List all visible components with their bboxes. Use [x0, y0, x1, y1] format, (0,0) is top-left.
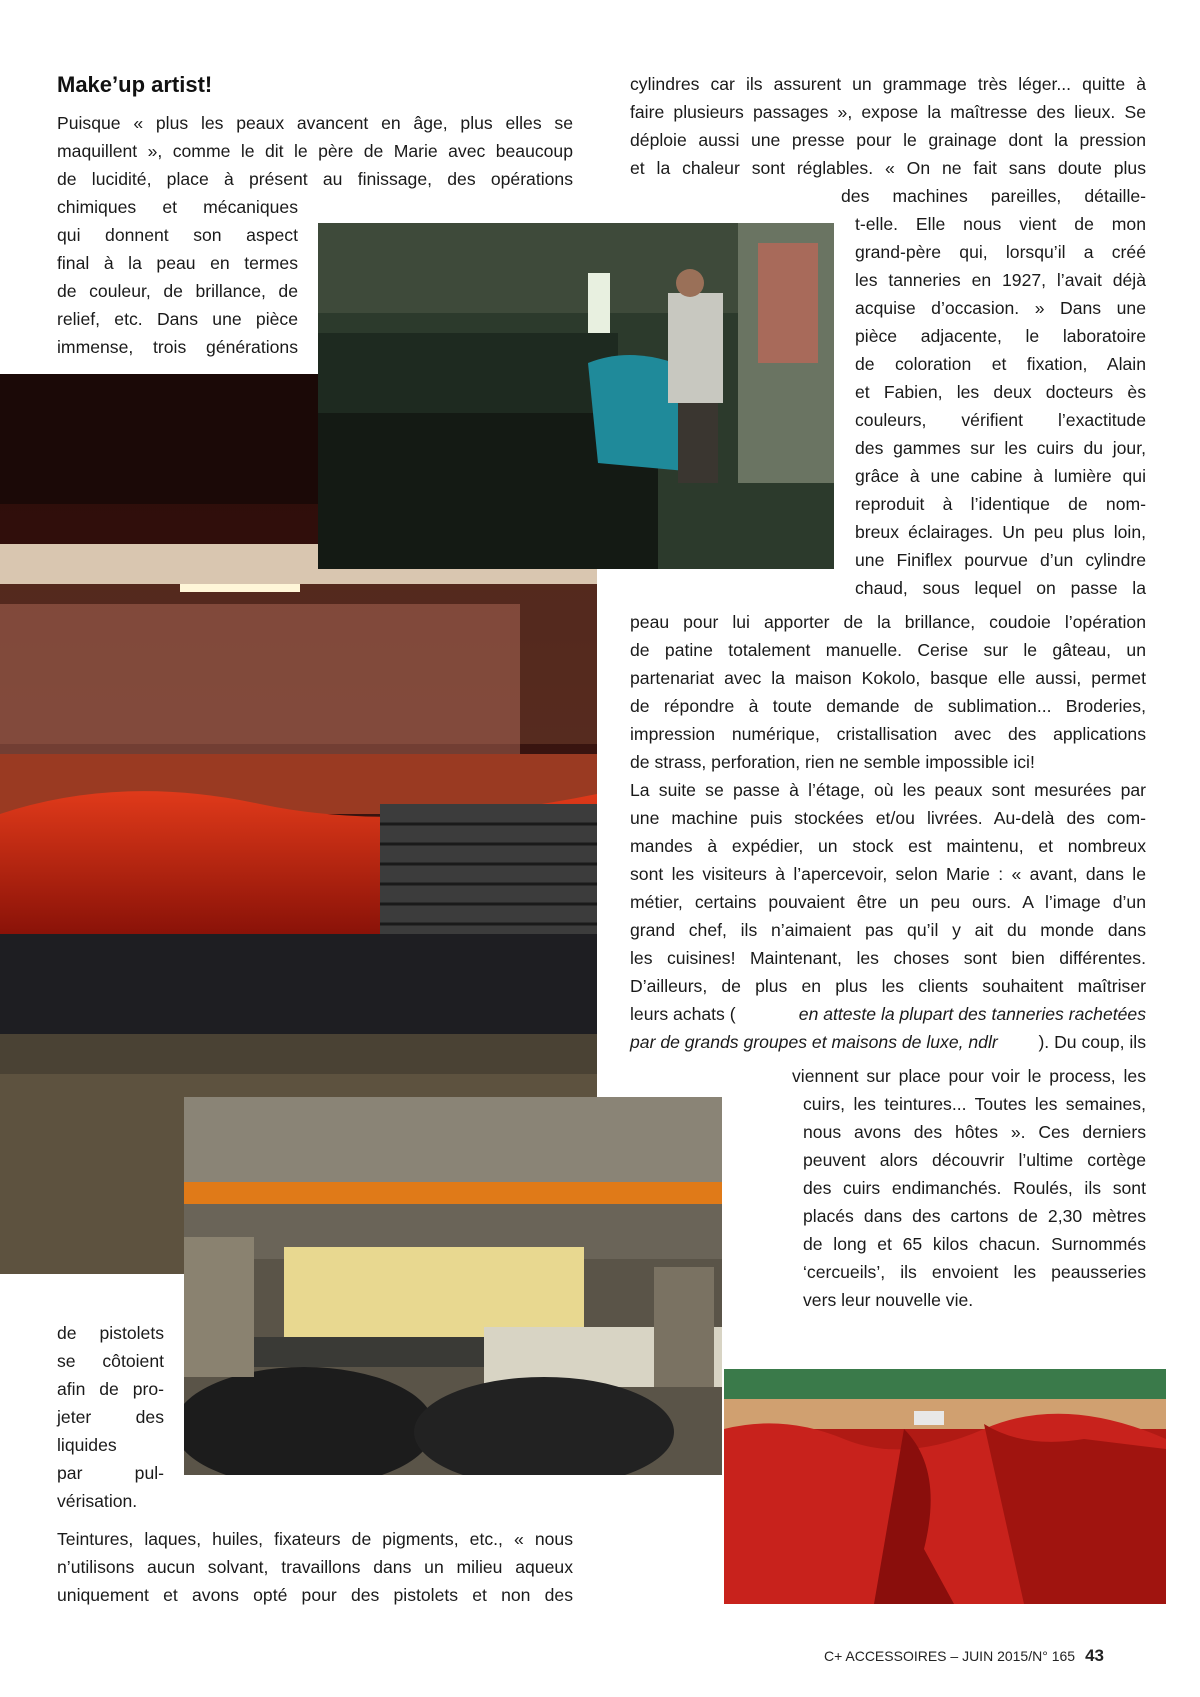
- right-text-line: et Fabien, les deux docteurs ès: [855, 382, 1146, 402]
- right-text-line: déploie aussi une presse pour le grainage dont la pression: [630, 130, 1146, 150]
- photo-workers-green-hall: [318, 223, 834, 569]
- right-text-line: cylindres car ils assurent un grammage très léger... quitte à: [630, 74, 1146, 94]
- right-text-line: peau pour lui apporter de la brillance, coudoie l’opération: [630, 612, 1146, 632]
- right-text-line: nous avons des hôtes ». Ces derniers: [803, 1122, 1146, 1142]
- right-text-line: une machine puis stockées et/ou livrées. Au-delà des com-: [630, 808, 1146, 828]
- left-text-line: se côtoient: [57, 1351, 164, 1371]
- right-text-line: breux éclairages. Un peu plus loin,: [855, 522, 1146, 542]
- right-text-line: mandes à expédier, un stock est maintenu, et nombreux: [630, 836, 1146, 856]
- right-text-line: pièce adjacente, le laboratoire: [855, 326, 1146, 346]
- right-text-line: partenariat avec la maison Kokolo, basque elle aussi, permet: [630, 668, 1146, 688]
- right-text-line: reproduit à l’identique de nom-: [855, 494, 1146, 514]
- left-text-line: Teintures, laques, huiles, fixateurs de pigments, etc., « nous: [57, 1529, 573, 1549]
- right-text-line: cuirs, les teintures... Toutes les semaines,: [803, 1094, 1146, 1114]
- magazine-issue: C+ ACCESSOIRES – JUIN 2015/N° 165: [823, 1648, 1076, 1664]
- right-text-line: les cuisines! Maintenant, les choses sont bien différentes.: [630, 948, 1146, 968]
- page-footer: [824, 1646, 1104, 1666]
- page-number: 43: [1085, 1646, 1104, 1665]
- left-text-line: uniquement et avons opté pour des pistolets et non des: [57, 1585, 573, 1605]
- right-text-line: [630, 1028, 1146, 1056]
- right-text-line: faire plusieurs passages », expose la maîtresse des lieux. Se: [630, 102, 1146, 122]
- left-text-line: afin de pro-: [57, 1379, 164, 1399]
- right-text-line: grand chef, ils n’aimaient pas qu’il y ait du monde dans: [630, 920, 1146, 940]
- right-text-line: et la chaleur sont réglables. « On ne fait sans doute plus: [630, 158, 1146, 178]
- right-text-fragment: leurs achats (: [630, 1004, 736, 1024]
- left-text-line: n’utilisons aucun solvant, travaillons dans un milieu aqueux: [57, 1557, 573, 1577]
- right-text-line: [630, 1000, 1146, 1028]
- right-text-line: de coloration et fixation, Alain: [855, 354, 1146, 374]
- right-text-line: de long et 65 kilos chacun. Surnommés: [803, 1234, 1146, 1254]
- right-text-line: des gammes sur les cuirs du jour,: [855, 438, 1146, 458]
- right-text-line: ‘cercueils’, ils envoient les peausseries: [803, 1262, 1146, 1282]
- left-text-line: jeter des: [57, 1407, 164, 1427]
- left-text-line: relief, etc. Dans une pièce: [57, 309, 298, 329]
- right-text-italic: en atteste la plupart des tanneries rachetées: [798, 1004, 1146, 1024]
- article-heading: Make’up artist!: [57, 72, 213, 97]
- left-text-line: chimiques et mécaniques: [57, 197, 298, 217]
- left-text-line: qui donnent son aspect: [57, 225, 298, 245]
- right-text-italic: par de grands groupes et maisons de luxe, ndlr: [630, 1032, 998, 1052]
- left-text-line: de couleur, de brillance, de: [57, 281, 298, 301]
- left-text-line: de lucidité, place à présent au finissage, des opérations: [57, 169, 573, 189]
- right-text-line: La suite se passe à l’étage, où les peaux sont mesurées par: [630, 780, 1146, 800]
- right-text-line: peuvent alors découvrir l’ultime cortège: [803, 1150, 1146, 1170]
- right-text-line: placés dans des cartons de 2,30 mètres: [803, 1206, 1146, 1226]
- right-text-line: viennent sur place pour voir le process, les: [792, 1066, 1146, 1086]
- right-text-line: grâce à une cabine à lumière qui: [855, 466, 1146, 486]
- right-text-line: acquise d’occasion. » Dans une: [855, 298, 1146, 318]
- right-text-line: de patine totalement manuelle. Cerise sur le gâteau, un: [630, 640, 1146, 660]
- right-text-line: de répondre à toute demande de sublimation... Broderies,: [630, 696, 1146, 716]
- right-text-line: grand-père qui, lorsqu’il a créé: [855, 242, 1146, 262]
- right-text-line: une Finiflex pourvue d’un cylindre: [855, 550, 1146, 570]
- right-text-line: métier, certains pouvaient être un peu ours. A l’image d’un: [630, 892, 1146, 912]
- left-text-line: de pistolets: [57, 1323, 164, 1343]
- right-text-line: des machines pareilles, détaille-: [841, 186, 1146, 206]
- left-text-line: final à la peau en termes: [57, 253, 298, 273]
- left-text-line: immense, trois générations: [57, 337, 298, 357]
- left-text-line: par pul-: [57, 1463, 164, 1483]
- right-text-line: vers leur nouvelle vie.: [803, 1290, 974, 1310]
- right-text-line: chaud, sous lequel on passe la: [855, 578, 1146, 598]
- right-text-fragment: ). Du coup, ils: [1038, 1032, 1146, 1052]
- photo-orange-press-workers: [184, 1097, 722, 1475]
- right-text-line: de strass, perforation, rien ne semble impossible ici!: [630, 752, 1035, 772]
- left-text-line: vérisation.: [57, 1491, 138, 1511]
- photo-red-leather-closeup: [724, 1369, 1166, 1604]
- right-text-line: sont les visiteurs à l’apercevoir, selon Marie : « avant, dans le: [630, 864, 1146, 884]
- left-text-line: maquillent », comme le dit le père de Marie avec beaucoup: [57, 141, 573, 161]
- right-text-line: les tanneries en 1927, l’avait déjà: [855, 270, 1146, 290]
- right-text-line: D’ailleurs, de plus en plus les clients souhaitent maîtriser: [630, 976, 1146, 996]
- right-text-line: impression numérique, cristallisation avec des applications: [630, 724, 1146, 744]
- right-text-line: des cuirs endimanchés. Roulés, ils sont: [803, 1178, 1146, 1198]
- left-text-line: Puisque « plus les peaux avancent en âge, plus elles se: [57, 113, 573, 133]
- left-text-line: liquides: [57, 1435, 117, 1455]
- right-text-line: t-elle. Elle nous vient de mon: [855, 214, 1146, 234]
- right-text-line: couleurs, vérifient l’exactitude: [855, 410, 1146, 430]
